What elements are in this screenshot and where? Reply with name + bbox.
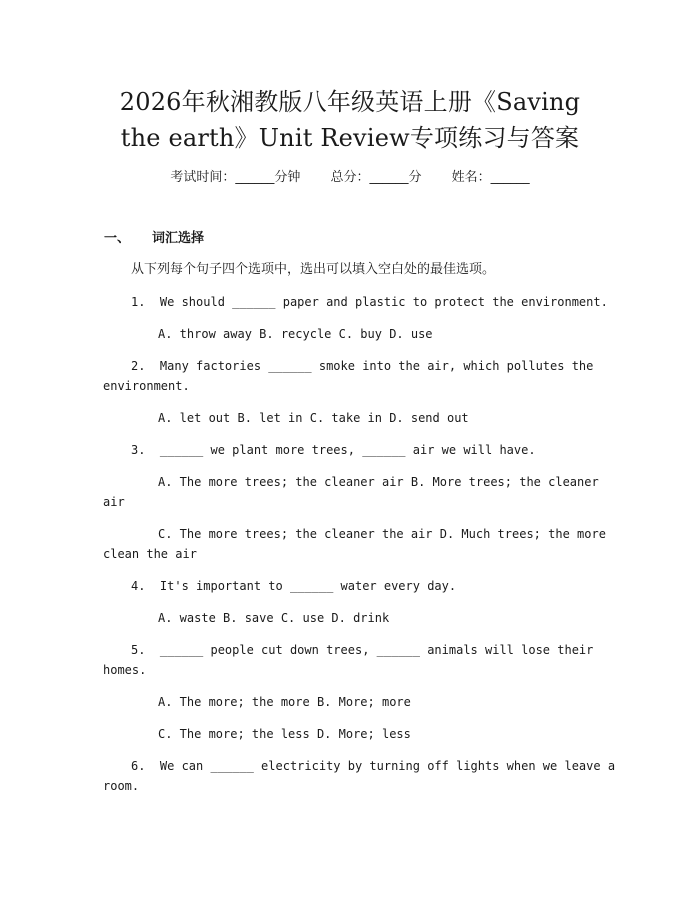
title-line-2: the earth》Unit Review专项练习与答案 xyxy=(120,124,580,152)
section-heading xyxy=(104,229,204,249)
exam-name: 姓名：______ xyxy=(451,170,530,185)
question-3-options-b: C. The more trees; the cleaner the air D. Much trees; the more xyxy=(158,527,606,541)
title-line-1: 2026年秋湘教版八年级英语上册《Saving xyxy=(119,88,581,116)
section-number: 一、 xyxy=(104,231,131,246)
question-1: 1. We should ______ paper and plastic to protect the environment. xyxy=(131,295,608,309)
question-2-line-1: 2. Many factories ______ smoke into the air, which pollutes the xyxy=(131,359,594,373)
question-4: 4. It's important to ______ water every day. xyxy=(131,579,457,593)
section-title: 词汇选择 xyxy=(152,231,205,246)
question-5-line-2: homes. xyxy=(103,663,147,677)
question-3: 3. ______ we plant more trees, ______ air we will have. xyxy=(131,443,536,457)
question-2-line-2: environment. xyxy=(103,379,190,393)
document-title xyxy=(60,84,640,156)
exam-time: 考试时间：______分钟 xyxy=(170,170,301,185)
question-5-options-b: C. The more; the less D. More; less xyxy=(158,727,411,741)
question-3-options-b-cont: clean the air xyxy=(103,547,197,561)
question-4-options: A. waste B. save C. use D. drink xyxy=(158,611,390,625)
question-2-options: A. let out B. let in C. take in D. send out xyxy=(158,411,469,425)
question-6-line-1: 6. We can ______ electricity by turning off lights when we leave a xyxy=(131,759,616,773)
question-5-line-1: 5. ______ people cut down trees, ______ animals will lose their xyxy=(131,643,594,657)
question-3-options-a: A. The more trees; the cleaner air B. More trees; the cleaner xyxy=(158,475,599,489)
question-5-options-a: A. The more; the more B. More; more xyxy=(158,695,411,709)
question-1-options: A. throw away B. recycle C. buy D. use xyxy=(158,327,433,341)
section-instruction: 从下列每个句子四个选项中，选出可以填入空白处的最佳选项。 xyxy=(131,262,496,277)
exam-meta xyxy=(0,168,700,188)
question-3-options-a-cont: air xyxy=(103,495,125,509)
exam-total-score: 总分：______分 xyxy=(330,170,422,185)
question-6-line-2: room. xyxy=(103,779,140,793)
